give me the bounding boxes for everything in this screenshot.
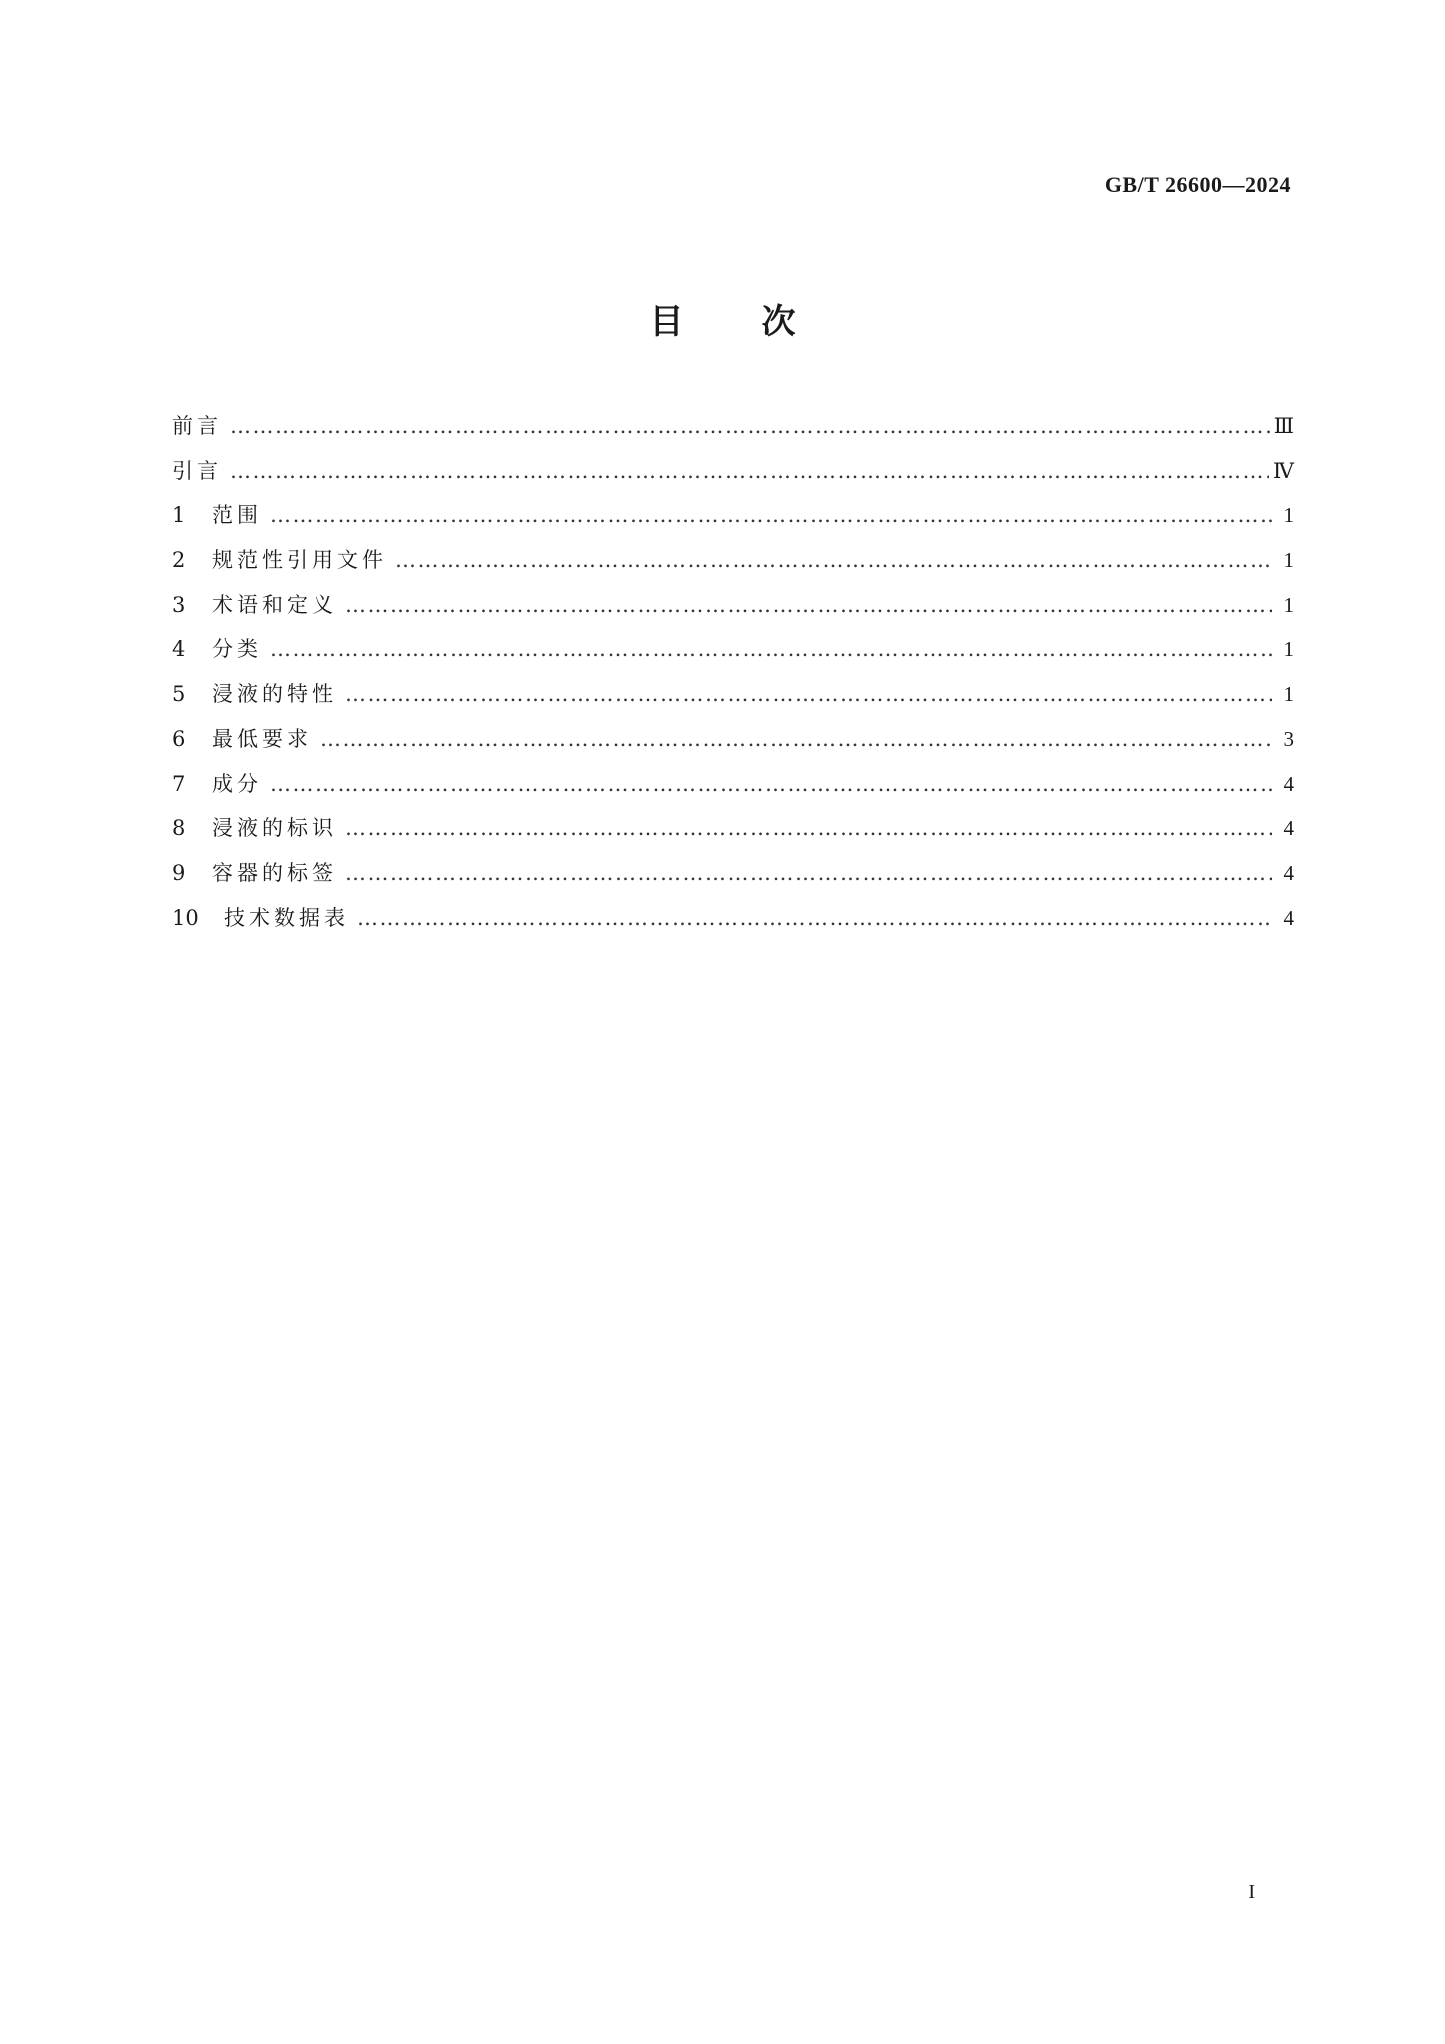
toc-entry-page: 4 (1283, 905, 1294, 930)
toc-leader-dots (357, 906, 1272, 930)
toc-entry-number: 10 (172, 905, 199, 930)
toc-entry-number: 6 (172, 726, 186, 751)
toc-leader-dots (345, 593, 1272, 617)
toc-entry-page: 1 (1283, 548, 1294, 573)
toc-entry-7[interactable] (172, 768, 1294, 813)
toc-entry-page: 3 (1283, 726, 1294, 751)
toc-entry-5[interactable] (172, 678, 1294, 723)
toc-entry-page: Ⅲ (1273, 414, 1294, 438)
toc-entry-foreword[interactable] (172, 410, 1294, 455)
toc-leader-dots (320, 727, 1272, 751)
toc-leader-dots (270, 503, 1272, 527)
toc-entry-label: 最低要求 (212, 726, 312, 751)
standard-code: GB/T 26600—2024 (1104, 172, 1291, 197)
toc-entry-4[interactable] (172, 633, 1294, 678)
toc-leader-dots (270, 772, 1272, 796)
toc-entry-label: 范围 (212, 503, 262, 528)
toc-entry-page: Ⅳ (1273, 458, 1294, 483)
toc-entry-page: 1 (1283, 682, 1294, 707)
toc-list (172, 410, 1294, 946)
toc-entry-label: 容器的标签 (212, 860, 337, 885)
toc-entry-number: 5 (172, 682, 186, 707)
toc-entry-number: 7 (172, 771, 186, 796)
toc-entry-2[interactable] (172, 544, 1294, 589)
toc-entry-label: 分类 (212, 637, 262, 662)
toc-entry-page: 4 (1283, 771, 1294, 796)
toc-entry-label: 规范性引用文件 (212, 548, 387, 573)
toc-entry-number: 4 (172, 637, 186, 662)
toc-entry-label: 成分 (212, 771, 262, 796)
toc-entry-10[interactable] (172, 902, 1294, 947)
toc-entry-number: 1 (172, 503, 186, 528)
toc-leader-dots (345, 682, 1272, 706)
toc-entry-1[interactable] (172, 499, 1294, 544)
toc-entry-8[interactable] (172, 812, 1294, 857)
toc-leader-dots (345, 861, 1272, 885)
toc-leader-dots (395, 548, 1272, 572)
toc-leader-dots (230, 459, 1269, 483)
toc-entry-page: 4 (1283, 860, 1294, 885)
toc-entry-label: 技术数据表 (224, 905, 349, 930)
toc-entry-6[interactable] (172, 723, 1294, 768)
toc-entry-number: 2 (172, 548, 186, 573)
toc-entry-label: 前言 (172, 414, 222, 438)
toc-entry-9[interactable] (172, 857, 1294, 902)
toc-entry-number: 9 (172, 860, 186, 885)
toc-entry-introduction[interactable] (172, 455, 1294, 500)
toc-entry-page: 4 (1283, 816, 1294, 841)
toc-entry-page: 1 (1283, 637, 1294, 662)
toc-entry-page: 1 (1283, 503, 1294, 528)
toc-entry-label: 浸液的标识 (212, 816, 337, 841)
toc-entry-label: 术语和定义 (212, 592, 337, 617)
toc-leader-dots (345, 816, 1272, 840)
toc-entry-page: 1 (1283, 592, 1294, 617)
page-number: I (1248, 1881, 1255, 1903)
toc-leader-dots (270, 637, 1272, 661)
toc-leader-dots (230, 414, 1270, 438)
toc-entry-number: 8 (172, 816, 186, 841)
toc-entry-number: 3 (172, 592, 186, 617)
toc-entry-label: 引言 (172, 458, 222, 483)
toc-title: 目次 (649, 302, 874, 342)
toc-entry-3[interactable] (172, 589, 1294, 634)
toc-entry-label: 浸液的特性 (212, 682, 337, 707)
